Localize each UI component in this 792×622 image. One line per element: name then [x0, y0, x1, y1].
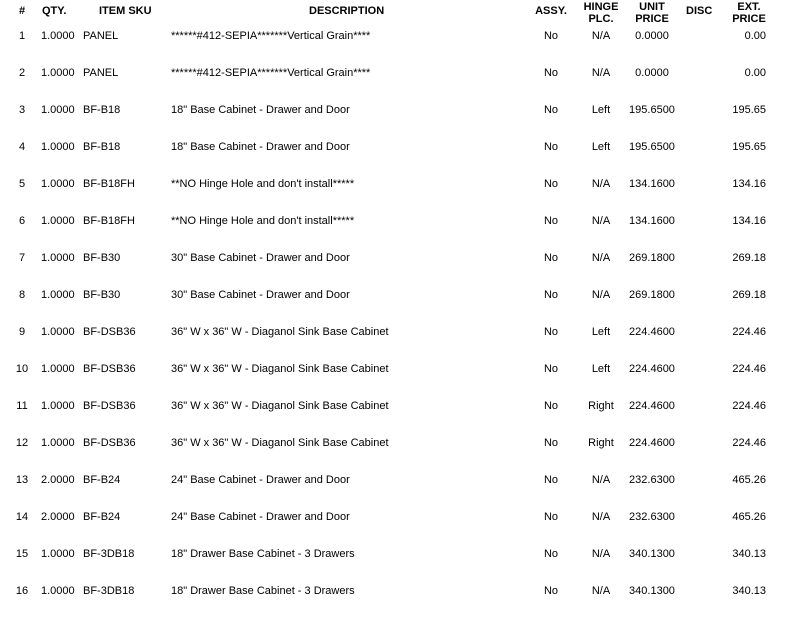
- row-ext-price: 340.13: [732, 548, 766, 560]
- row-description: ******#412-SEPIA*******Vertical Grain****: [171, 30, 371, 42]
- row-unit-price: 0.0000: [635, 30, 669, 42]
- row-assy: No: [543, 289, 559, 301]
- row-ext-price: 465.26: [732, 511, 766, 523]
- row-qty: 1.0000: [41, 326, 75, 338]
- row-assy: No: [543, 30, 559, 42]
- row-number: 4: [18, 141, 26, 153]
- table-row: [0, 252, 792, 289]
- row-description: **NO Hinge Hole and don't install*****: [171, 178, 355, 190]
- row-ext-price: 0.00: [744, 30, 766, 42]
- row-assy: No: [543, 548, 559, 560]
- row-ext-price: 340.13: [732, 585, 766, 597]
- row-assy: No: [543, 178, 559, 190]
- row-hinge-plc: Left: [591, 141, 611, 153]
- row-number: 9: [18, 326, 26, 338]
- row-number: 12: [15, 437, 29, 449]
- row-item-sku: BF-DSB36: [83, 400, 136, 412]
- row-hinge-plc: Left: [591, 104, 611, 116]
- table-row: [0, 215, 792, 252]
- row-item-sku: BF-DSB36: [83, 437, 136, 449]
- row-ext-price: 224.46: [732, 326, 766, 338]
- header-qty: QTY.: [42, 5, 67, 17]
- row-unit-price: 224.4600: [629, 363, 675, 375]
- table-row: [0, 474, 792, 511]
- row-qty: 1.0000: [41, 363, 75, 375]
- row-number: 15: [15, 548, 29, 560]
- row-description: **NO Hinge Hole and don't install*****: [171, 215, 355, 227]
- header-ext-line2: PRICE: [732, 13, 766, 25]
- row-assy: No: [543, 437, 559, 449]
- row-number: 2: [18, 67, 26, 79]
- row-qty: 2.0000: [41, 474, 75, 486]
- table-row: [0, 289, 792, 326]
- row-item-sku: BF-B24: [83, 474, 121, 486]
- row-unit-price: 269.1800: [629, 252, 675, 264]
- row-qty: 1.0000: [41, 141, 75, 153]
- row-qty: 1.0000: [41, 289, 75, 301]
- row-ext-price: 465.26: [732, 474, 766, 486]
- row-assy: No: [543, 474, 559, 486]
- row-description: 30" Base Cabinet - Drawer and Door: [171, 289, 350, 301]
- table-row: [0, 30, 792, 67]
- header-hinge-line2: PLC.: [588, 13, 614, 25]
- table-row: [0, 326, 792, 363]
- row-item-sku: BF-B30: [83, 289, 121, 301]
- row-assy: No: [543, 104, 559, 116]
- row-description: 36" W x 36" W - Diaganol Sink Base Cabinet: [171, 326, 389, 338]
- row-item-sku: BF-DSB36: [83, 326, 136, 338]
- row-item-sku: PANEL: [83, 67, 119, 79]
- row-assy: No: [543, 363, 559, 375]
- row-item-sku: BF-3DB18: [83, 548, 135, 560]
- row-unit-price: 0.0000: [635, 67, 669, 79]
- header-unit-line2: PRICE: [635, 13, 669, 25]
- row-assy: No: [543, 326, 559, 338]
- row-number: 1: [18, 30, 26, 42]
- row-qty: 1.0000: [41, 215, 75, 227]
- row-number: 6: [18, 215, 26, 227]
- table-row: [0, 400, 792, 437]
- row-ext-price: 224.46: [732, 363, 766, 375]
- row-qty: 1.0000: [41, 400, 75, 412]
- row-ext-price: 269.18: [732, 252, 766, 264]
- header-unit-line1: UNIT: [639, 1, 665, 13]
- row-description: 24" Base Cabinet - Drawer and Door: [171, 474, 350, 486]
- row-item-sku: BF-B18FH: [83, 215, 135, 227]
- row-unit-price: 232.6300: [629, 474, 675, 486]
- row-item-sku: BF-B18: [83, 104, 121, 116]
- row-unit-price: 224.4600: [629, 437, 675, 449]
- row-hinge-plc: N/A: [591, 215, 611, 227]
- row-assy: No: [543, 511, 559, 523]
- table-row: [0, 104, 792, 141]
- row-hinge-plc: Left: [591, 326, 611, 338]
- row-description: ******#412-SEPIA*******Vertical Grain****: [171, 67, 371, 79]
- row-hinge-plc: N/A: [591, 67, 611, 79]
- row-description: 24" Base Cabinet - Drawer and Door: [171, 511, 350, 523]
- header-ext-line1: EXT.: [737, 1, 761, 13]
- row-unit-price: 134.1600: [629, 215, 675, 227]
- row-hinge-plc: N/A: [591, 474, 611, 486]
- row-unit-price: 340.1300: [629, 585, 675, 597]
- row-hinge-plc: N/A: [591, 178, 611, 190]
- header-description: DESCRIPTION: [309, 5, 385, 17]
- row-unit-price: 269.1800: [629, 289, 675, 301]
- row-hinge-plc: N/A: [591, 289, 611, 301]
- row-qty: 2.0000: [41, 511, 75, 523]
- header-num: #: [18, 5, 26, 17]
- row-number: 3: [18, 104, 26, 116]
- header-unit-price: [632, 1, 672, 25]
- row-assy: No: [543, 400, 559, 412]
- row-hinge-plc: N/A: [591, 252, 611, 264]
- row-item-sku: BF-B30: [83, 252, 121, 264]
- row-item-sku: BF-B18FH: [83, 178, 135, 190]
- row-qty: 1.0000: [41, 67, 75, 79]
- row-ext-price: 0.00: [744, 67, 766, 79]
- row-item-sku: BF-B18: [83, 141, 121, 153]
- row-hinge-plc: N/A: [591, 511, 611, 523]
- table-row: [0, 178, 792, 215]
- row-description: 18" Base Cabinet - Drawer and Door: [171, 141, 350, 153]
- row-ext-price: 269.18: [732, 289, 766, 301]
- row-assy: No: [543, 141, 559, 153]
- row-qty: 1.0000: [41, 437, 75, 449]
- row-number: 16: [15, 585, 29, 597]
- row-qty: 1.0000: [41, 178, 75, 190]
- row-item-sku: BF-DSB36: [83, 363, 136, 375]
- row-description: 18" Drawer Base Cabinet - 3 Drawers: [171, 548, 355, 560]
- row-number: 5: [18, 178, 26, 190]
- table-header: [0, 0, 792, 30]
- header-ext-price: [729, 1, 769, 25]
- table-body: [0, 30, 792, 622]
- row-item-sku: BF-B24: [83, 511, 121, 523]
- row-hinge-plc: N/A: [591, 585, 611, 597]
- row-unit-price: 195.6500: [629, 104, 675, 116]
- table-row: [0, 67, 792, 104]
- row-ext-price: 224.46: [732, 437, 766, 449]
- row-unit-price: 134.1600: [629, 178, 675, 190]
- row-hinge-plc: Right: [588, 437, 614, 449]
- row-qty: 1.0000: [41, 104, 75, 116]
- row-hinge-plc: Right: [588, 400, 614, 412]
- header-hinge-plc: [581, 1, 621, 25]
- row-number: 11: [16, 400, 28, 412]
- row-description: 18" Drawer Base Cabinet - 3 Drawers: [171, 585, 355, 597]
- row-ext-price: 224.46: [732, 400, 766, 412]
- row-number: 7: [18, 252, 26, 264]
- row-qty: 1.0000: [41, 548, 75, 560]
- table-row: [0, 141, 792, 178]
- table-row: [0, 511, 792, 548]
- row-description: 36" W x 36" W - Diaganol Sink Base Cabinet: [171, 400, 389, 412]
- row-ext-price: 195.65: [732, 104, 766, 116]
- row-qty: 1.0000: [41, 30, 75, 42]
- row-item-sku: BF-3DB18: [83, 585, 135, 597]
- row-unit-price: 232.6300: [629, 511, 675, 523]
- row-description: 18" Base Cabinet - Drawer and Door: [171, 104, 350, 116]
- row-assy: No: [543, 585, 559, 597]
- row-unit-price: 224.4600: [629, 400, 675, 412]
- row-item-sku: PANEL: [83, 30, 119, 42]
- table-row: [0, 585, 792, 622]
- row-hinge-plc: N/A: [591, 548, 611, 560]
- header-assy: ASSY.: [535, 5, 567, 17]
- row-unit-price: 340.1300: [629, 548, 675, 560]
- header-hinge-line1: HINGE: [583, 1, 619, 13]
- row-unit-price: 224.4600: [629, 326, 675, 338]
- table-row: [0, 437, 792, 474]
- row-number: 13: [15, 474, 29, 486]
- row-description: 30" Base Cabinet - Drawer and Door: [171, 252, 350, 264]
- row-qty: 1.0000: [41, 252, 75, 264]
- row-qty: 1.0000: [41, 585, 75, 597]
- row-description: 36" W x 36" W - Diaganol Sink Base Cabinet: [171, 363, 389, 375]
- row-unit-price: 195.6500: [629, 141, 675, 153]
- row-hinge-plc: Left: [591, 363, 611, 375]
- row-number: 14: [15, 511, 29, 523]
- row-number: 8: [18, 289, 26, 301]
- row-hinge-plc: N/A: [591, 30, 611, 42]
- table-row: [0, 363, 792, 400]
- row-assy: No: [543, 67, 559, 79]
- row-assy: No: [543, 215, 559, 227]
- table-row: [0, 548, 792, 585]
- header-item-sku: ITEM SKU: [99, 5, 152, 17]
- row-number: 10: [15, 363, 29, 375]
- header-disc: DISC: [686, 5, 713, 17]
- row-description: 36" W x 36" W - Diaganol Sink Base Cabinet: [171, 437, 389, 449]
- row-ext-price: 134.16: [732, 215, 766, 227]
- row-ext-price: 134.16: [732, 178, 766, 190]
- row-ext-price: 195.65: [732, 141, 766, 153]
- row-assy: No: [543, 252, 559, 264]
